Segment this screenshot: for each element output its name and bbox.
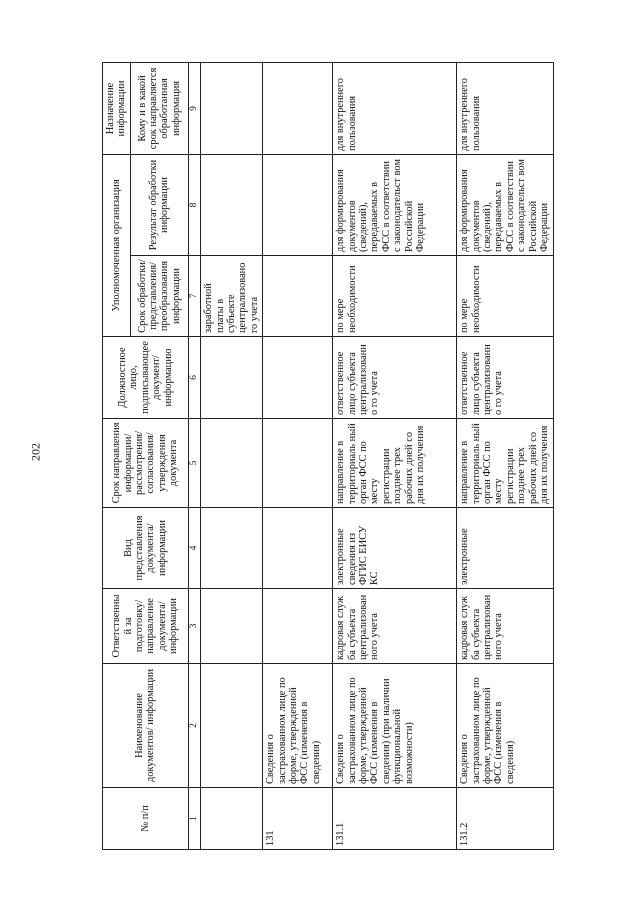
column-number: 4	[188, 508, 200, 589]
header-col-3: Ответственный за подготовку/ направление документа/ информации	[103, 589, 189, 664]
cell	[201, 508, 263, 589]
cell: 131	[263, 788, 333, 850]
header-col-1: № п/п	[103, 788, 189, 850]
header-col-9: Назначение информации	[103, 62, 131, 154]
header-col-6: Должностное лицо, подписывающее документ/ информацию	[103, 337, 189, 419]
cell	[201, 62, 263, 154]
column-number: 1	[188, 788, 200, 850]
header-row	[103, 62, 131, 849]
table-row	[457, 62, 553, 849]
cell	[201, 788, 263, 850]
header-col-9-sub: Кому и в какой срок направляется обработанная информация	[130, 62, 188, 154]
cell	[263, 154, 333, 255]
table-row	[201, 62, 263, 849]
cell: для формирования документов (сведений), передаваемых в ФСС в соответствии с законодательст вом Российской Федерации	[457, 154, 553, 255]
cell: электронные	[457, 508, 553, 589]
cell: Сведения о застрахованном лице по форме, утвержденной ФСС (изменения в сведения) (при наличии функциональной возможности)	[333, 664, 457, 788]
cell: для внутреннего пользования	[333, 62, 457, 154]
cell: Сведения о застрахованном лице по форме, утвержденной ФСС (изменения в сведения)	[457, 664, 553, 788]
cell: кадровая служ ба субъекта централизован ного учета	[333, 589, 457, 664]
rotated-document-table	[102, 63, 551, 850]
column-number: 9	[188, 62, 200, 154]
column-number: 3	[188, 589, 200, 664]
cell	[263, 508, 333, 589]
cell	[263, 256, 333, 337]
header-col-2: Наименование документов/ информации	[103, 664, 189, 788]
cell: по мере необходимости	[457, 256, 553, 337]
cell: для внутреннего пользования	[457, 62, 553, 154]
cell	[263, 337, 333, 419]
header-col-4: Вид представления документа/ информации	[103, 508, 189, 589]
column-number: 2	[188, 664, 200, 788]
column-number: 7	[188, 256, 200, 337]
table-row	[263, 62, 333, 849]
header-group-organization: Уполномоченная организация	[103, 154, 131, 336]
column-number: 8	[188, 154, 200, 255]
cell: 131.1	[333, 788, 457, 850]
cell: электронные сведения из ФГИС ЕИСУ КС	[333, 508, 457, 589]
column-number: 6	[188, 337, 200, 419]
cell: для формирования документов (сведений), передаваемых в ФСС в соответствии с законодательст вом Российской Федерации	[333, 154, 457, 255]
cell	[201, 589, 263, 664]
cell: 131.2	[457, 788, 553, 850]
header-col-7: Срок обработки/ представления/ преобразования информации	[130, 256, 188, 337]
cell: кадровая служ ба субъекта централизован ного учета	[457, 589, 553, 664]
cell	[263, 419, 333, 508]
column-number: 5	[188, 419, 200, 508]
cell: ответственное лицо субъекта централизованно го учета	[457, 337, 553, 419]
header-col-5: Срок направления информации/ рассмотрения/ согласования/ утверждения документа	[103, 419, 189, 508]
cell: по мере необходимости	[333, 256, 457, 337]
data-table	[102, 62, 554, 850]
cell	[263, 589, 333, 664]
table-row	[333, 62, 457, 849]
cell	[201, 337, 263, 419]
cell: заработной платы в субъекте централизовано го учета	[201, 256, 263, 337]
cell	[201, 154, 263, 255]
page-number: 202	[28, 443, 43, 461]
cell: направление в территориаль ный орган ФСС по месту регистрации позднее трех рабочих дней со дня их получения	[333, 419, 457, 508]
cell	[201, 419, 263, 508]
cell: направление в территориаль ный орган ФСС по месту регистрации позднее трех рабочих дней со дня их получения	[457, 419, 553, 508]
cell: Сведения о застрахованном лице по форме, утвержденной ФСС (изменения в сведения)	[263, 664, 333, 788]
cell	[263, 62, 333, 154]
cell: ответственное лицо субъекта централизованно го учета	[333, 337, 457, 419]
cell	[201, 664, 263, 788]
column-number-row	[188, 62, 200, 849]
header-col-8: Результат обработки информации	[130, 154, 188, 255]
